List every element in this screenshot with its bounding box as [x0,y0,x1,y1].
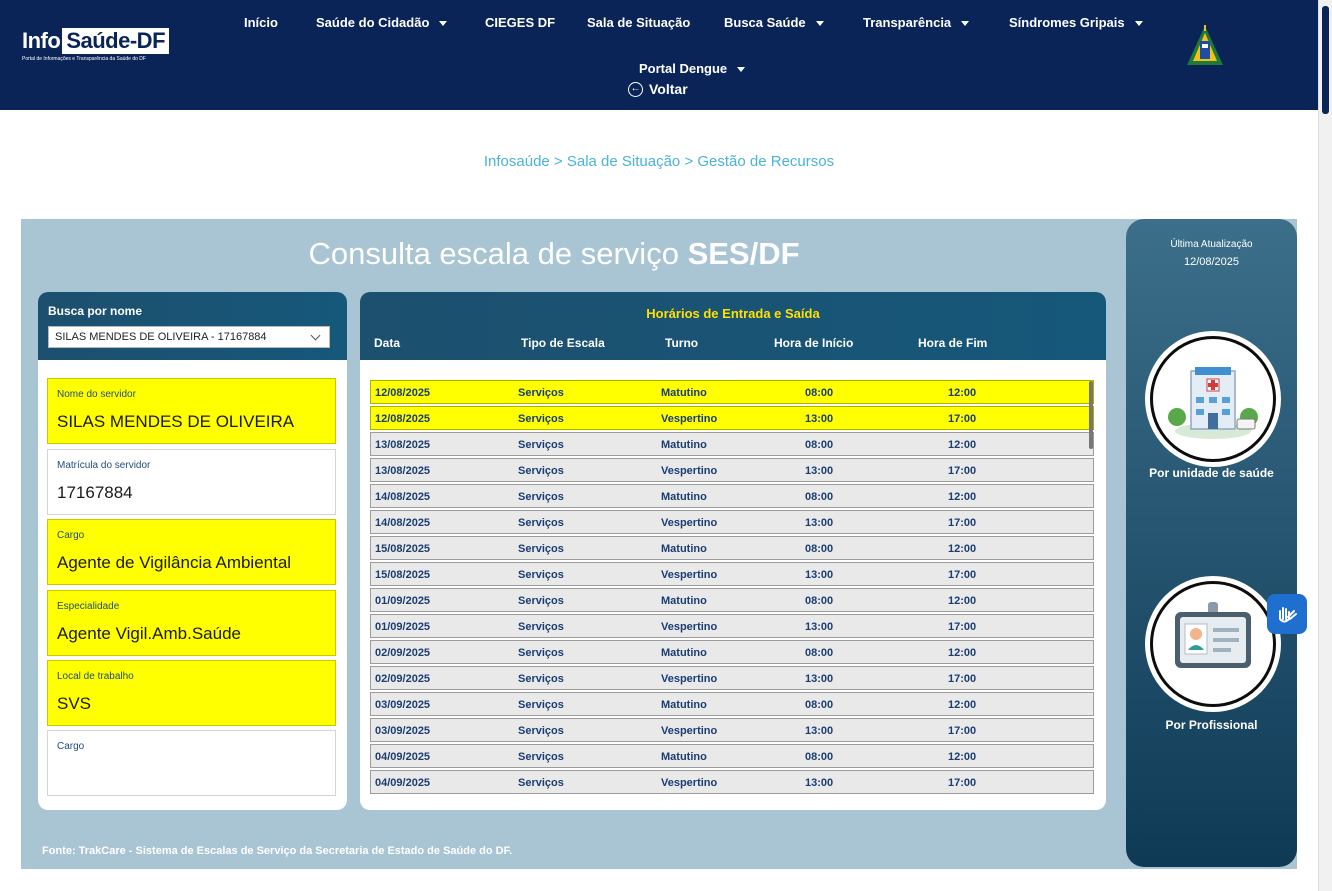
cell-turno: Matutino [661,387,707,399]
field-value: SVS [57,694,92,713]
dashboard-title-bold: SES/DF [687,236,800,271]
cell-turno: Vespertino [661,569,718,581]
caret-down-icon [1135,21,1143,26]
por-profissional-label[interactable]: Por Profissional [1165,718,1258,732]
nav-cieges-df-label: CIEGES DF [485,15,556,30]
schedule-table-title: Horários de Entrada e Saída [646,306,820,321]
cell-hora-fim: 17:00 [948,465,977,477]
nav-sindromes-gripais[interactable] [1009,15,1143,30]
table-row[interactable] [370,640,1094,664]
nav-portal-dengue[interactable] [639,61,745,76]
cell-tipo-escala: Serviços [518,725,564,737]
field-value: Agente Vigil.Amb.Saúde [57,624,241,643]
field-value: 17167884 [57,483,133,502]
infosaude-logo[interactable] [22,28,182,68]
field-cargo [47,519,336,585]
cell-hora-inicio: 08:00 [805,699,834,711]
cell-data: 04/09/2025 [375,751,431,763]
servidor-select[interactable] [48,326,330,348]
cell-hora-inicio: 08:00 [805,595,834,607]
cell-hora-fim: 12:00 [948,751,977,763]
cell-turno: Vespertino [661,465,718,477]
voltar-button[interactable] [628,81,688,97]
cell-tipo-escala: Serviços [518,439,564,451]
last-update-date: 12/08/2025 [1183,256,1240,268]
cell-hora-inicio: 13:00 [805,465,834,477]
sidebar-panel [1126,219,1297,867]
cell-hora-fim: 17:00 [948,569,977,581]
field-label: Local de trabalho [57,671,134,682]
cell-hora-inicio: 13:00 [805,569,834,581]
logo-info-text: Info [22,28,61,53]
nav-portal-dengue-label: Portal Dengue [639,61,728,76]
accessibility-button[interactable] [1267,594,1307,634]
cell-data: 14/08/2025 [375,517,431,529]
field-label: Cargo [57,530,85,541]
cell-turno: Vespertino [661,413,718,425]
cell-data: 02/09/2025 [375,673,431,685]
page-scrollbar-thumb[interactable] [1322,6,1329,114]
table-row[interactable] [370,406,1094,430]
gdf-emblem-icon[interactable] [1186,25,1224,69]
caret-down-icon [961,21,969,26]
cell-turno: Matutino [661,439,707,451]
schedule-table-header [360,292,1106,360]
column-header-hora-inicio[interactable]: Hora de Início [774,336,854,350]
cell-turno: Vespertino [661,673,718,685]
nav-sala-de-situacao[interactable] [587,15,690,30]
nav-transparencia-label: Transparência [863,15,952,30]
cell-hora-fim: 17:00 [948,621,977,633]
table-row[interactable] [370,510,1094,534]
nav-transparencia[interactable] [863,15,969,30]
cell-tipo-escala: Serviços [518,465,564,477]
nav-saude-do-cidadao-label: Saúde do Cidadão [316,15,430,30]
nav-busca-saude-label: Busca Saúde [724,15,806,30]
cell-data: 03/09/2025 [375,725,431,737]
field-label: Nome do servidor [57,389,136,400]
schedule-table-body[interactable] [370,380,1094,798]
cell-hora-inicio: 08:00 [805,647,834,659]
dashboard-title-regular: Consulta escala de serviço [308,236,688,271]
field-nome-servidor [47,378,336,444]
field-especialidade [47,590,336,656]
table-row[interactable] [370,458,1094,482]
cell-data: 01/09/2025 [375,621,431,633]
id-badge-icon [1153,584,1273,704]
por-unidade-label[interactable]: Por unidade de saúde [1149,466,1274,480]
servidor-select-value: SILAS MENDES DE OLIVEIRA - 17167884 [55,331,267,343]
cell-tipo-escala: Serviços [518,621,564,633]
cell-turno: Vespertino [661,725,718,737]
nav-cieges-df[interactable] [485,15,555,30]
cell-hora-fim: 12:00 [948,491,977,503]
column-header-tipo-escala[interactable]: Tipo de Escala [521,336,605,350]
field-label: Cargo [57,741,85,752]
cell-turno: Matutino [661,647,707,659]
field-cargo-secundario [47,730,336,796]
cell-hora-inicio: 13:00 [805,413,834,425]
table-row[interactable] [370,666,1094,690]
hospital-icon [1153,339,1273,459]
cell-data: 15/08/2025 [375,543,431,555]
last-update-label: Última Atualização [1170,239,1253,250]
cell-hora-fim: 17:00 [948,673,977,685]
caret-down-icon [439,21,447,26]
field-matricula [47,449,336,515]
cell-hora-inicio: 08:00 [805,491,834,503]
page-scrollbar[interactable] [1318,0,1332,891]
cell-hora-fim: 17:00 [948,777,977,789]
nav-inicio-label: Início [244,15,278,30]
search-label: Busca por nome [48,304,143,318]
field-value: SILAS MENDES DE OLIVEIRA [57,412,295,431]
cell-data: 04/09/2025 [375,777,431,789]
por-unidade-button[interactable] [1150,336,1276,462]
nav-inicio[interactable] [244,15,278,30]
sign-language-icon [1274,601,1300,627]
table-scrollbar-thumb[interactable] [1089,381,1093,449]
cell-hora-inicio: 13:00 [805,673,834,685]
caret-down-icon [816,21,824,26]
field-label: Especialidade [57,601,120,612]
cell-tipo-escala: Serviços [518,673,564,685]
cell-data: 01/09/2025 [375,595,431,607]
field-local-trabalho [47,660,336,726]
cell-data: 15/08/2025 [375,569,431,581]
cell-data: 12/08/2025 [375,387,431,399]
column-header-hora-fim[interactable]: Hora de Fim [918,336,988,350]
cell-tipo-escala: Serviços [518,387,564,399]
cell-data: 13/08/2025 [375,465,431,477]
cell-turno: Vespertino [661,777,718,789]
cell-tipo-escala: Serviços [518,491,564,503]
top-navbar [0,0,1318,110]
cell-hora-inicio: 13:00 [805,621,834,633]
cell-turno: Matutino [661,595,707,607]
nav-saude-do-cidadao[interactable] [316,15,447,30]
cell-tipo-escala: Serviços [518,595,564,607]
dashboard-title [0,236,1108,272]
cell-hora-fim: 12:00 [948,543,977,555]
caret-down-icon [737,67,745,72]
cell-hora-fim: 12:00 [948,647,977,659]
cell-turno: Matutino [661,491,707,503]
cell-tipo-escala: Serviços [518,543,564,555]
logo-saude-text: Saúde-DF [62,28,169,54]
table-row[interactable] [370,536,1094,560]
cell-tipo-escala: Serviços [518,517,564,529]
cell-data: 02/09/2025 [375,647,431,659]
cell-hora-inicio: 13:00 [805,777,834,789]
nav-sindromes-gripais-label: Síndromes Gripais [1009,15,1125,30]
table-row[interactable] [370,380,1094,404]
table-row[interactable] [370,718,1094,742]
cell-hora-fim: 17:00 [948,413,977,425]
cell-hora-fim: 12:00 [948,387,977,399]
table-row[interactable] [370,744,1094,768]
cell-hora-inicio: 08:00 [805,751,834,763]
cell-hora-fim: 12:00 [948,439,977,451]
cell-tipo-escala: Serviços [518,647,564,659]
cell-tipo-escala: Serviços [518,699,564,711]
breadcrumb[interactable]: Infosaúde > Sala de Situação > Gestão de Recursos [483,153,835,170]
cell-data: 03/09/2025 [375,699,431,711]
cell-turno: Matutino [661,699,707,711]
table-row[interactable] [370,432,1094,456]
voltar-label: Voltar [649,81,688,97]
cell-hora-inicio: 08:00 [805,439,834,451]
table-row[interactable] [370,692,1094,716]
table-row[interactable] [370,614,1094,638]
cell-hora-inicio: 13:00 [805,517,834,529]
logo-subtitle: Portal de Informações e Transparência da Saúde do DF [22,56,146,62]
cell-turno: Vespertino [661,621,718,633]
cell-hora-fim: 17:00 [948,725,977,737]
cell-tipo-escala: Serviços [518,413,564,425]
cell-hora-fim: 12:00 [948,595,977,607]
nav-sala-de-situacao-label: Sala de Situação [587,15,691,30]
table-row[interactable] [370,562,1094,586]
cell-turno: Matutino [661,751,707,763]
column-header-turno[interactable]: Turno [665,336,699,350]
field-value: Agente de Vigilância Ambiental [57,553,292,572]
cell-tipo-escala: Serviços [518,569,564,581]
cell-hora-fim: 17:00 [948,517,977,529]
cell-hora-inicio: 13:00 [805,725,834,737]
cell-hora-fim: 12:00 [948,699,977,711]
cell-data: 14/08/2025 [375,491,431,503]
source-note: Fonte: TrakCare - Sistema de Escalas de Serviço da Secretaria de Estado de Saúde do DF. [42,845,513,857]
cell-tipo-escala: Serviços [518,777,564,789]
cell-hora-inicio: 08:00 [805,543,834,555]
por-profissional-button[interactable] [1150,581,1276,707]
table-row[interactable] [370,484,1094,508]
chevron-down-icon [311,330,321,340]
table-row[interactable] [370,770,1094,794]
cell-turno: Vespertino [661,517,718,529]
table-row[interactable] [370,588,1094,612]
cell-data: 12/08/2025 [375,413,431,425]
cell-hora-inicio: 08:00 [805,387,834,399]
arrow-left-circle-icon: ← [628,82,643,97]
cell-data: 13/08/2025 [375,439,431,451]
column-header-data[interactable]: Data [374,336,401,350]
nav-busca-saude[interactable] [724,15,824,30]
cell-tipo-escala: Serviços [518,751,564,763]
field-label: Matrícula do servidor [57,460,151,471]
cell-turno: Matutino [661,543,707,555]
